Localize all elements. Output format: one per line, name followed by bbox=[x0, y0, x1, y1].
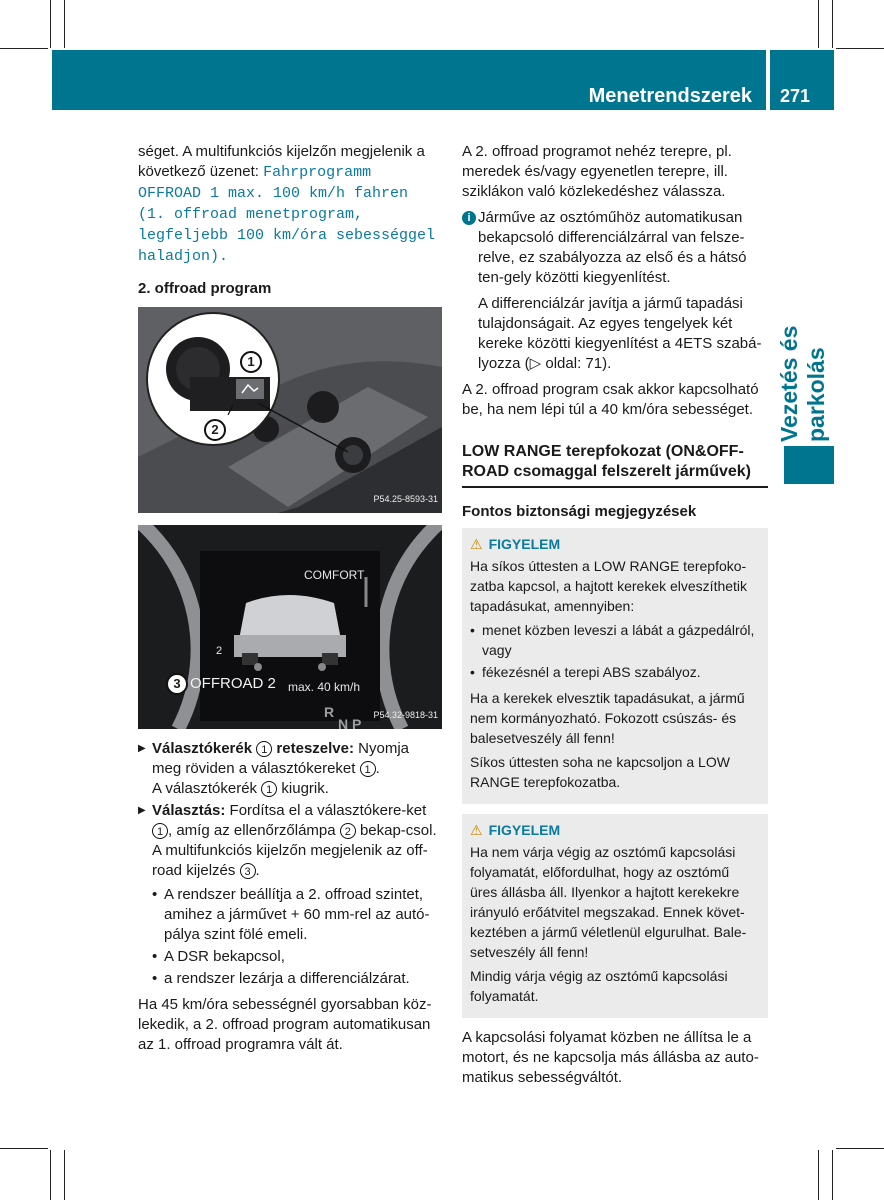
svg-text:R: R bbox=[324, 704, 335, 720]
crop-mark bbox=[64, 0, 65, 48]
crop-mark bbox=[50, 1150, 51, 1200]
callout-3: 3 bbox=[166, 673, 188, 695]
right-column bbox=[462, 142, 768, 1094]
step-item: ▶ Választókerék 1 reteszelve: Nyomja meg röviden a választókereket 1 . A választókerék 1 kiugrik. bbox=[138, 739, 442, 799]
crop-mark bbox=[836, 48, 884, 49]
left-column bbox=[138, 142, 442, 1061]
warning-text: Ha nem várja végig az osztómű kapcsolási folyamatát, előfordulhat, hogy az osztómű üres állásba áll. Ilyenkor a hajtott kerekekre irányuló erőátvitel megszakad. Ennek követ-keztében a jármű véletlenül elgurulhat. Bale-setveszély áll fenn! bbox=[470, 844, 747, 960]
callout-ref-1: 1 bbox=[261, 781, 277, 797]
list-item: • a rendszer lezárja a differenciálzárat. bbox=[152, 969, 442, 989]
warning-text: Ha a kerekek elvesztik tapadásukat, a jármű nem kormányozható. Fokozott csúszás- és balesetveszély áll fenn! bbox=[470, 690, 745, 746]
callout-ref-3: 3 bbox=[240, 863, 256, 879]
figure-code: P54.25-8593-31 bbox=[373, 494, 438, 504]
svg-text:N P: N P bbox=[338, 716, 362, 729]
section-heading: 2. offroad program bbox=[138, 280, 272, 297]
page-number-box bbox=[770, 50, 834, 110]
crop-mark bbox=[0, 48, 48, 49]
intro-paragraph: séget. A multifunkciós kijelzőn megjelenik a következő üzenet: Fahrprogramm OFFROAD 1 max. 100 km/h fahren (1. offroad menetprogram, legfeljebb 100 km/óra sebességgel haladjon). bbox=[138, 143, 436, 265]
closing-paragraph: Ha 45 km/óra sebességnél gyorsabban köz-lekedik, a 2. offroad program automatikusan az 1. offroad programra vált át. bbox=[138, 996, 432, 1053]
warning-list bbox=[470, 620, 760, 682]
instruction-steps bbox=[138, 739, 442, 881]
crop-mark bbox=[0, 1148, 48, 1149]
page-title: Menetrendszerek bbox=[588, 85, 752, 107]
warning-text: Síkos úttesten soha ne kapcsoljon a LOW RANGE terepfokozatba. bbox=[470, 754, 730, 790]
callout-ref-1: 1 bbox=[360, 761, 376, 777]
info-note bbox=[462, 208, 768, 374]
info-text: A differenciálzár javítja a jármű tapadási tulajdonságait. Az egyes tengelyek két kereke közötti kiegyenlítést a 4ETS szabá-lyozza (▷ oldal: 71). bbox=[478, 295, 762, 372]
instrument-cluster-illustration bbox=[138, 525, 442, 729]
info-icon: i bbox=[462, 211, 476, 225]
page-number: 271 bbox=[779, 86, 810, 106]
list-item: • fékezésnél a terepi ABS szabályoz. bbox=[470, 662, 760, 682]
subheading: Fontos biztonsági megjegyzések bbox=[462, 503, 697, 520]
closing-paragraph: A kapcsolási folyamat közben ne állítsa le a motort, és ne kapcsolja más állásba az auto-matikus sebességváltót. bbox=[462, 1029, 759, 1086]
callout-ref-1: 1 bbox=[256, 741, 272, 757]
callout-2: 2 bbox=[204, 419, 226, 441]
warning-icon: ⚠ bbox=[470, 822, 483, 838]
crop-mark bbox=[64, 1150, 65, 1200]
offroad-mode: OFFROAD 2 bbox=[190, 675, 276, 692]
callout-1: 1 bbox=[240, 351, 262, 373]
controller-figure bbox=[138, 307, 442, 513]
warning-text: Ha síkos úttesten a LOW RANGE terepfoko-zatba kapcsol, a hajtott kerekek elveszíthetik tapadásukat, amennyiben: bbox=[470, 558, 748, 614]
center-console-illustration bbox=[138, 307, 442, 513]
list-item: • A rendszer beállítja a 2. offroad szintet, amihez a járművet + 60 mm-rel az autó-pálya szint fölé emeli. bbox=[152, 885, 442, 945]
paragraph: A 2. offroad program csak akkor kapcsolható be, ha nem lépi túl a 40 km/óra sebességet. bbox=[462, 381, 759, 418]
instrument-cluster-figure bbox=[138, 525, 442, 729]
side-tab-marker bbox=[784, 446, 834, 484]
section-heading: LOW RANGE terepfokozat (ON&OFF-ROAD csomaggal felszerelt járművek) bbox=[462, 442, 768, 488]
crop-mark bbox=[818, 1150, 819, 1200]
crop-mark bbox=[50, 0, 51, 48]
side-tab-label: Vezetés és parkolás bbox=[776, 325, 829, 442]
warning-box bbox=[462, 814, 768, 1018]
list-item: • A DSR bekapcsol, bbox=[152, 947, 442, 967]
figure-code: P54.32-9818-31 bbox=[373, 710, 438, 720]
gear-indicator: 2 bbox=[216, 645, 223, 657]
warning-title: ⚠ FIGYELEM bbox=[470, 822, 561, 838]
warning-icon: ⚠ bbox=[470, 536, 483, 552]
crop-mark bbox=[818, 0, 819, 48]
step-item: ▶ Választás: Fordítsa el a választókere-ket 1 , amíg az ellenőrzőlámpa 2 bekap-csol. A multifunkciós kijelzőn megjelenik az off-road kijelzés 3 . bbox=[138, 801, 442, 881]
result-list bbox=[152, 885, 442, 989]
speed-limit: max. 40 km/h bbox=[288, 680, 361, 694]
info-text: Járműve az osztóműhöz automatikusan bekapcsoló differenciálzárral van felsze-relve, ez szabályozza az első és a hátsó ten-gely közötti kiegyenlítést. bbox=[478, 209, 747, 286]
warning-title: ⚠ FIGYELEM bbox=[470, 536, 561, 552]
comfort-indicator: COMFORT bbox=[304, 568, 365, 582]
warning-box bbox=[462, 528, 768, 804]
list-item: • menet közben leveszi a lábát a gázpedálról, vagy bbox=[470, 620, 760, 660]
display-message: Fahrprogramm OFFROAD 1 max. 100 km/h fahren (1. offroad menetprogram, legfeljebb 100 km/óra sebességgel haladjon). bbox=[138, 164, 436, 265]
crop-mark bbox=[832, 0, 833, 48]
crop-mark bbox=[832, 1150, 833, 1200]
crop-mark bbox=[836, 1148, 884, 1149]
callout-ref-1: 1 bbox=[152, 823, 168, 839]
callout-ref-2: 2 bbox=[340, 823, 356, 839]
paragraph: A 2. offroad programot nehéz terepre, pl. meredek és/vagy egyenetlen terepre, ill. sziklákon való közlekedéshez válassza. bbox=[462, 143, 732, 200]
header-divider bbox=[766, 50, 768, 110]
warning-text: Mindig várja végig az osztómű kapcsolási folyamatát. bbox=[470, 968, 728, 1004]
